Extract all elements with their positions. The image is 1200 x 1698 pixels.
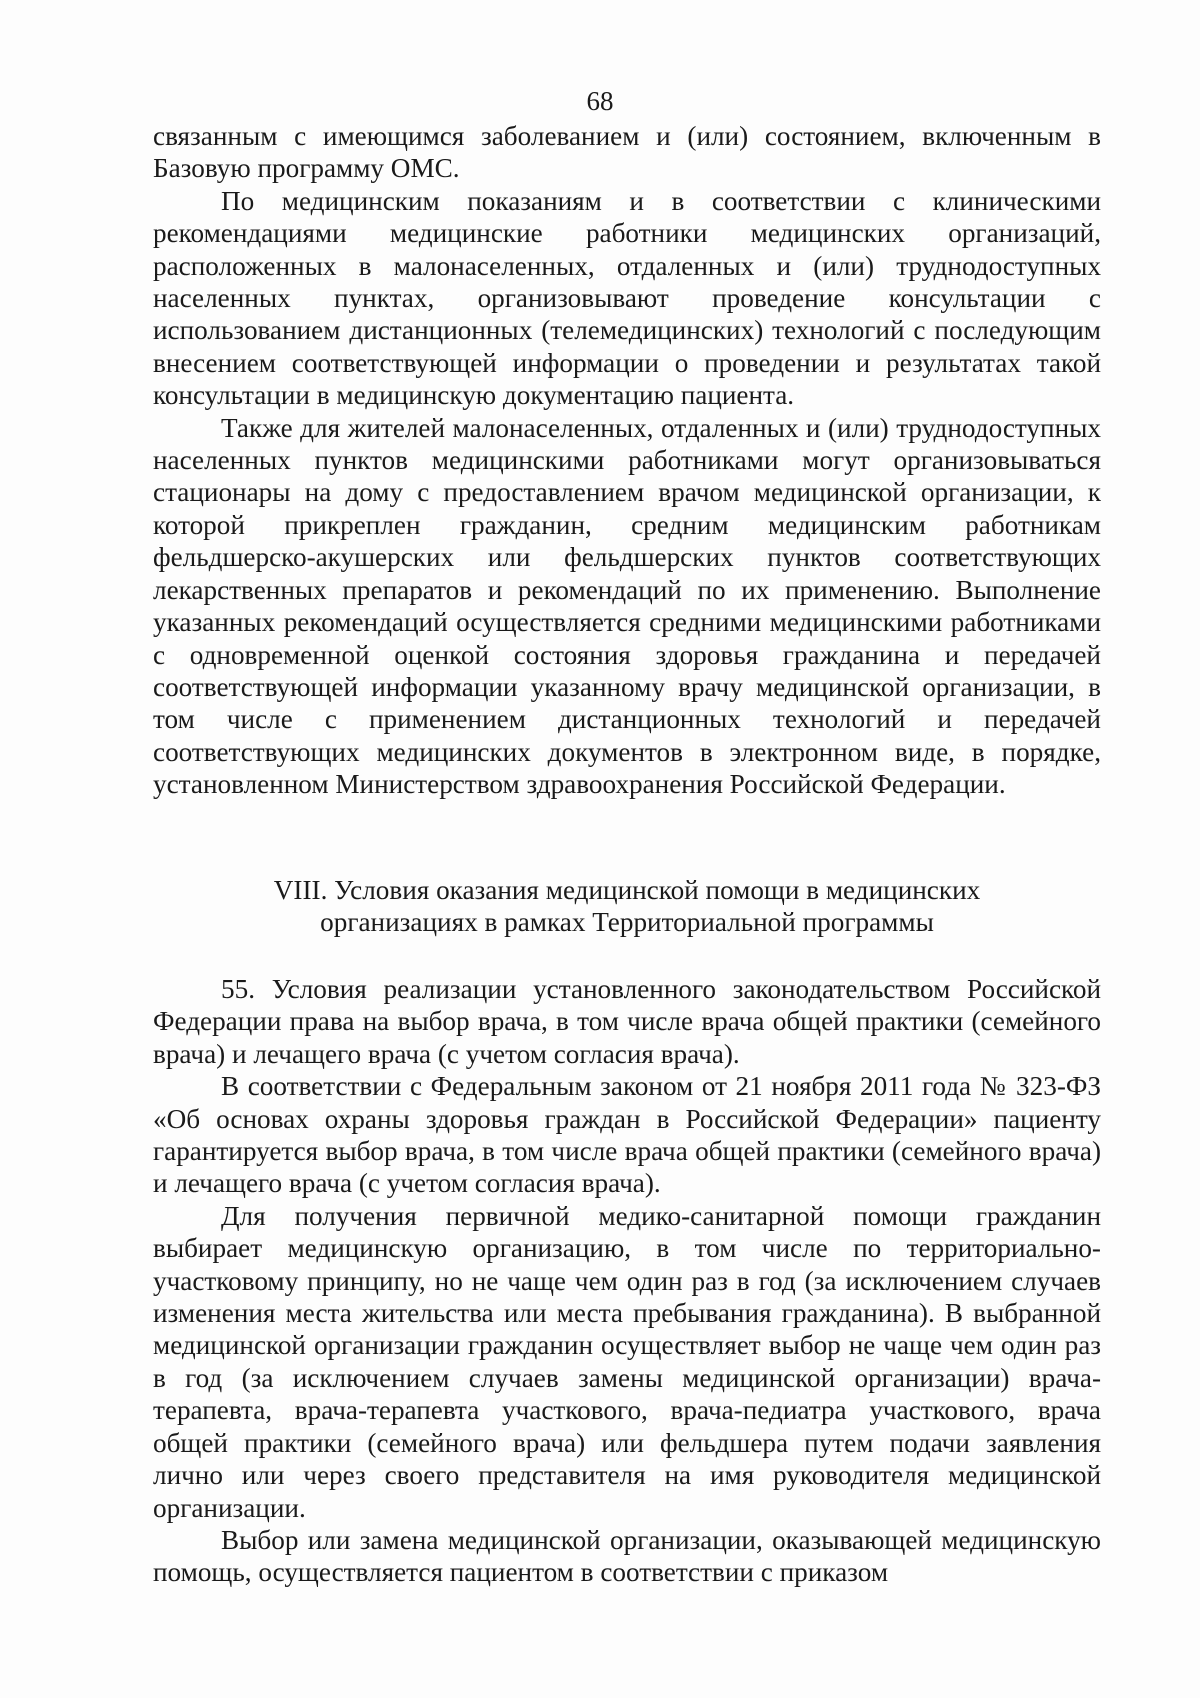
paragraph-continuation: связанным с имеющимся заболеванием и (или) состоянием, включенным в Базовую программу ОМС. bbox=[153, 121, 1101, 184]
text-block-top bbox=[153, 120, 1101, 801]
paragraph-item-55: 55. Условия реализации установленного законодательством Российской Федерации права на выбор врача, в том числе врача общей практики (семейного врача) и лечащего врача (с учетом согласия врача). bbox=[153, 974, 1101, 1069]
section-heading-line-1: VIII. Условия оказания медицинской помощи в медицинских bbox=[273, 875, 981, 905]
page-number: 68 bbox=[586, 86, 614, 116]
paragraph-telemedicine-consultation: По медицинским показаниям и в соответствии с клиническими рекомендациями медицинские работники медицинских организаций, расположенных в малонаселенных, отдаленных и (или) труднодоступных населенных пунктах, организовывают проведение консультации с использованием дистанционных (телемедицинских) технологий с последующим внесением соответствующей информации о проведении и результатах такой консультации в медицинскую документацию пациента. bbox=[153, 185, 1101, 411]
paragraph-federal-law: В соответствии с Федеральным законом от 21 ноября 2011 года № 323-ФЗ «Об основах охраны здоровья граждан в Российской Федерации» пациенту гарантируется выбор врача, в том числе врача общей практики (семейного врача) и лечащего врача (с учетом согласия врача). bbox=[153, 1071, 1101, 1199]
section-heading bbox=[153, 874, 1101, 939]
text-block-bottom bbox=[153, 973, 1101, 1589]
section-heading-line-2: организациях в рамках Территориальной программы bbox=[320, 907, 934, 938]
paragraph-home-hospitals: Также для жителей малонаселенных, отдаленных и (или) труднодоступных населенных пунктов медицинскими работниками могут организовываться стационары на дому с предоставлением врачом медицинской организации, к которой прикреплен гражданин, средним медицинским работникам фельдшерско-акушерских или фельдшерских пунктов соответствующих лекарственных препаратов и рекомендаций по их применению. Выполнение указанных рекомендаций осуществляется средними медицинскими работниками с одновременной оценкой состояния здоровья гражданина и передачей соответствующей информации указанному врачу медицинской организации, в том числе с применением дистанционных технологий и передачей соответствующих медицинских документов в электронном виде, в порядке, установленном Министерством здравоохранения Российской Федерации. bbox=[153, 412, 1101, 800]
paragraph-primary-care-choice: Для получения первичной медико-санитарной помощи гражданин выбирает медицинскую организацию, в том числе по территориально-участковому принципу, но не чаще чем один раз в год (за исключением случаев изменения места жительства или места пребывания гражданина). В выбранной медицинской организации гражданин осуществляет выбор не чаще чем один раз в год (за исключением случаев замены медицинской организации) врача-терапевта, врача-терапевта участкового, врача-педиатра участкового, врача общей практики (семейного врача) или фельдшера путем подачи заявления лично или через своего представителя на имя руководителя медицинской организации. bbox=[153, 1200, 1101, 1523]
paragraph-organization-choice: Выбор или замена медицинской организации, оказывающей медицинскую помощь, осуществляется пациентом в соответствии с приказом bbox=[153, 1524, 1101, 1588]
